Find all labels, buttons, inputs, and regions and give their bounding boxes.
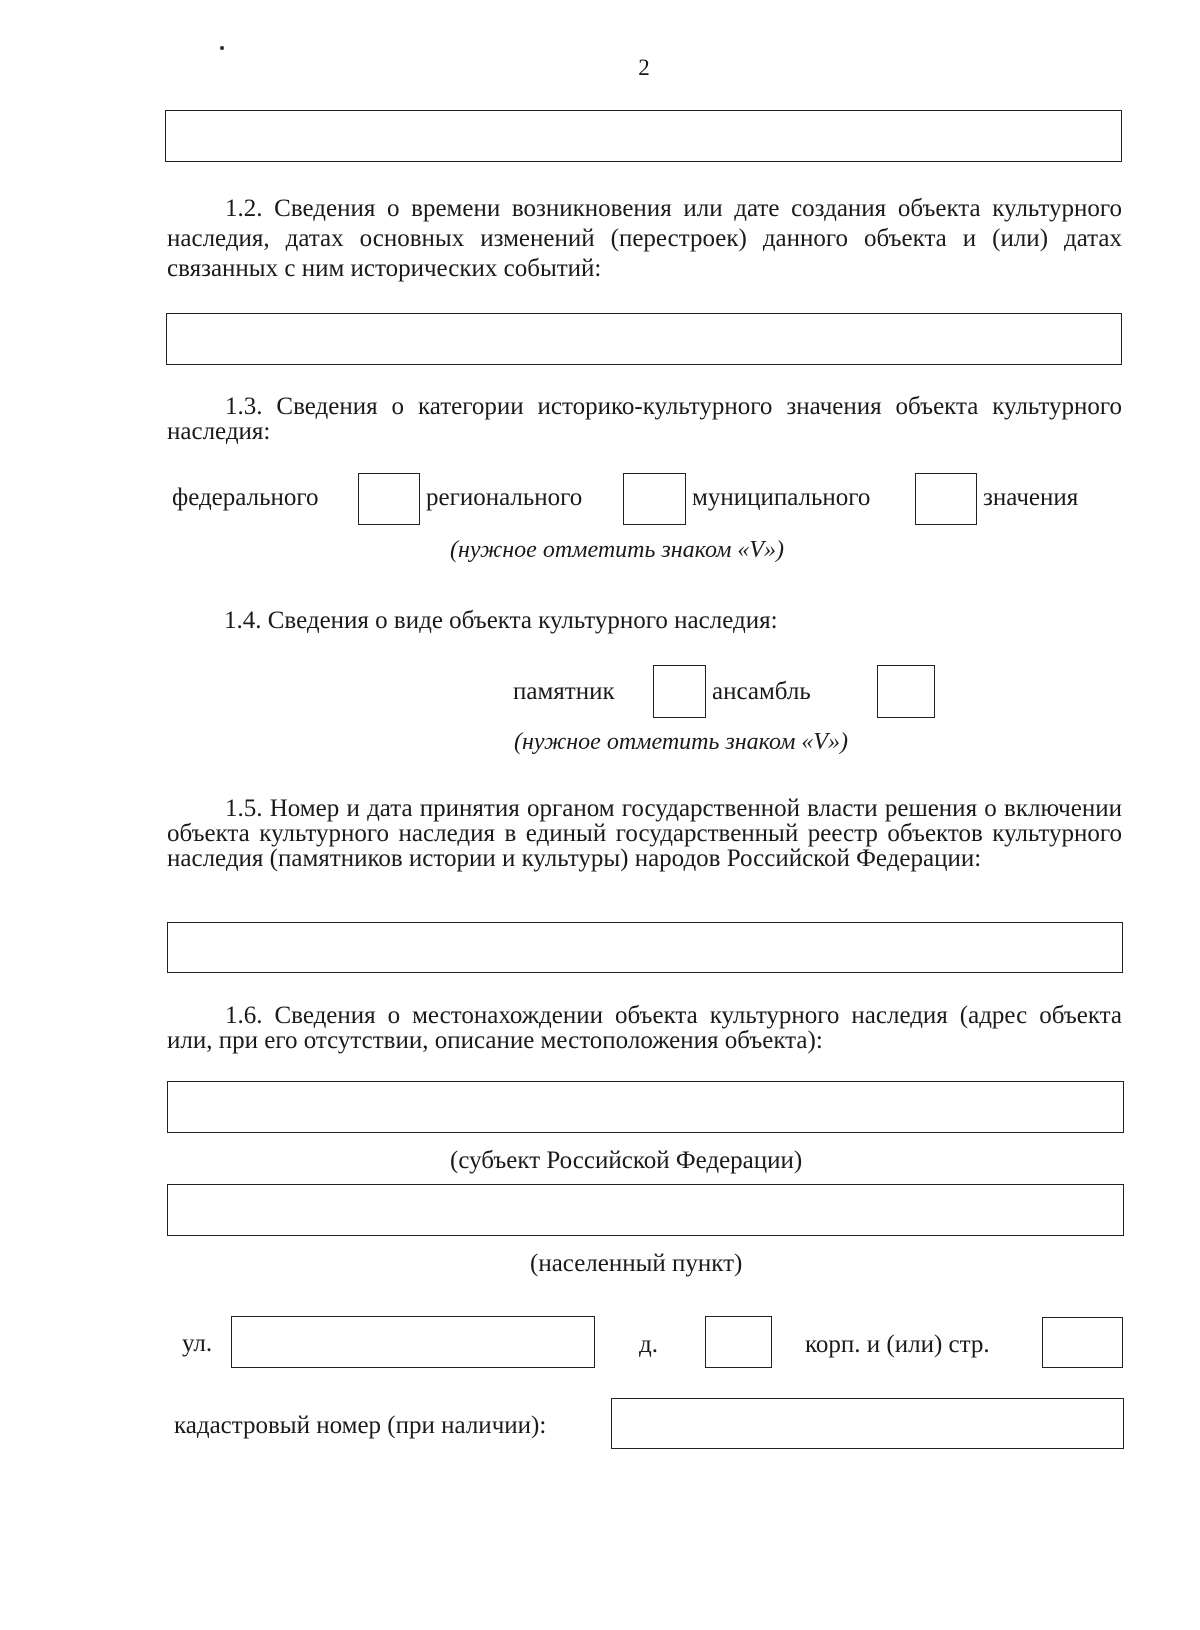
category-federal-label: федерального [172,484,319,511]
checkbox-municipal[interactable] [915,473,977,525]
section-1-3-text: 1.3. Сведения о категории историко-культурного значения объекта культурного наследия: [167,393,1122,445]
field-locality[interactable] [167,1184,1124,1236]
field-registry-decision[interactable] [167,922,1123,973]
type-monument-label: памятник [513,678,615,705]
building-label: корп. и (или) стр. [805,1331,990,1358]
section-1-6-text: 1.6. Сведения о местонахождении объекта культурного наследия (адрес объекта или, при его отсутствии, описание местоположения объекта): [167,1002,1122,1054]
subject-caption: (субъект Российской Федерации) [450,1147,803,1174]
section-1-2-text: 1.2. Сведения о времени возникновения или дате создания объекта культурного наследия, датах основных изменений (перестроек) данного объекта и (или) датах связанных с ним исторических событий: [167,195,1122,282]
category-municipal-label: муниципального [692,484,871,511]
field-house[interactable] [705,1316,772,1368]
checkbox-ensemble[interactable] [877,665,935,718]
type-note: (нужное отметить знаком «V») [514,729,849,755]
type-ensemble-label: ансамбль [712,678,811,705]
checkbox-regional[interactable] [623,473,686,525]
field-cadastral[interactable] [611,1398,1124,1449]
checkbox-monument[interactable] [653,665,706,718]
section-1-5-text: 1.5. Номер и дата принятия органом государственной власти решения о включении объекта культурного наследия в единый государственный реестр объектов культурного наследия (памятников истории и культуры) народов Российской Федерации: [167,795,1122,872]
field-subject[interactable] [167,1081,1124,1133]
cadastral-label: кадастровый номер (при наличии): [174,1412,547,1439]
section-1-4-text: 1.4. Сведения о виде объекта культурного наследия: [224,607,778,634]
house-label: д. [639,1331,658,1358]
checkbox-federal[interactable] [358,473,420,525]
category-regional-label: регионального [426,484,583,511]
category-suffix-label: значения [983,484,1079,511]
field-building[interactable] [1042,1317,1123,1368]
category-note: (нужное отметить знаком «V») [450,537,785,563]
scan-speck [220,46,224,50]
locality-caption: (населенный пункт) [530,1250,743,1277]
field-dates[interactable] [166,313,1122,365]
field-continuation[interactable] [165,110,1122,162]
page-number: 2 [638,55,650,80]
field-street[interactable] [231,1316,595,1368]
street-label: ул. [182,1330,213,1357]
